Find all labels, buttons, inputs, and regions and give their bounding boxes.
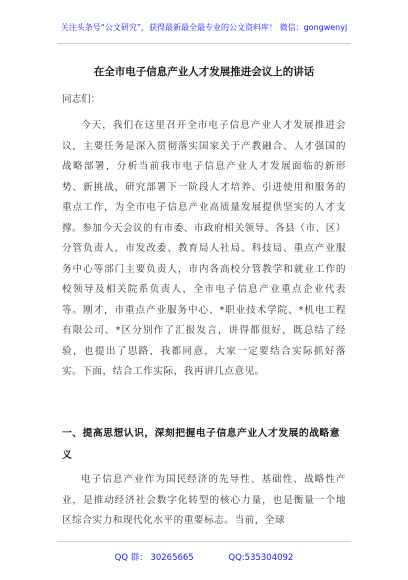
body-paragraph-2: 电子信息产业作为国民经济的先导性、基础性、战略性产业，是推动经济社会数字化转型的核心力量，也是衡量一个地区综合实力和现代化水平的重要标志。当前，全球 [62,474,346,526]
salutation: 同志们： [62,94,101,105]
document-title: 在全市电子信息产业人才发展推进会议上的讲话 [93,66,315,78]
body-paragraph-1: 今天，我们在这里召开全市电子信息产业人才发展推进会议，主要任务是深入贯彻落实国家关于产教融合、人才强国的战略部署，分析当前我市电子信息产业人才发展面临的新形势、新挑战，研究部署下一阶段人才培养、引进使用和服务的重点工作，为全市电子信息产业高质量发展提供坚实的人才支撑。参加今天会议的有市委、市政府相关领导、各县（市、区）分管负责人，市发改委、教育局人社局、科技局、重点产业服务中心等部门主要负责人，市内各高校分管教学和就业工作的校领导及相关院系负责人，全市电子信息产业重点企业代表等。刚才，市重点产业服务中心、*职业技术学院、*机电工程有限公司、*区分别作了汇报发言，讲得都很好，既总结了经验，也提出了思路，我都同意，大家一定要结合实际抓好落实。下面，结合工作实际，我再讲几点意见。 [62,120,347,377]
section-heading-1: 一、提高思想认识，深刻把握电子信息产业人才发展的战略意义 [62,428,341,461]
header-banner: 关注头条号“公文研究”，获得最新最全最专业的公文资料库！ 微信：gongwenyj [60,23,348,32]
footer-divider [57,541,351,542]
footer-qq: QQ:535304092 [228,553,294,563]
footer-qq-group: QQ 群： 30265665 [114,553,194,563]
footer [0,551,408,563]
header-divider [57,43,351,44]
